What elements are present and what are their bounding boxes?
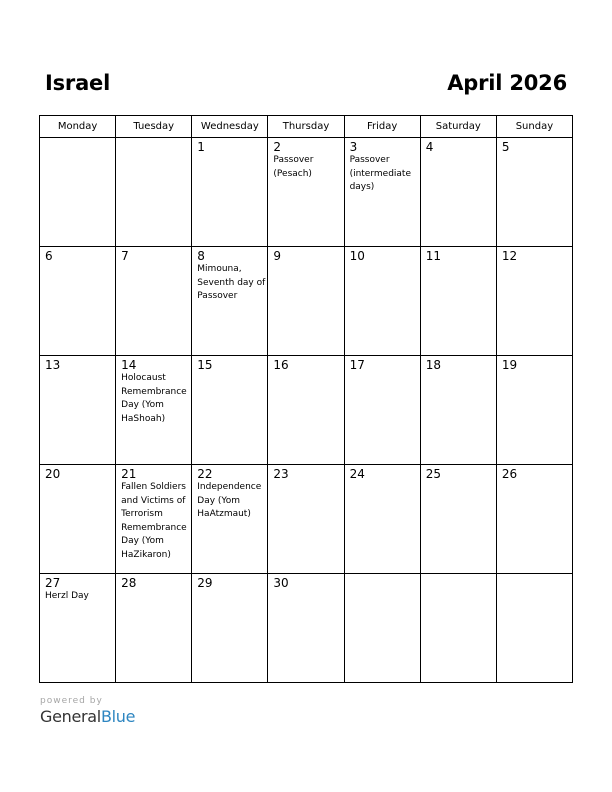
day-cell: [268, 247, 344, 356]
day-number: 1: [197, 140, 205, 154]
weekday-wednesday: Wednesday: [192, 116, 268, 138]
day-number: 29: [197, 576, 213, 590]
day-cell: [344, 247, 420, 356]
brand-general-text: General: [40, 707, 101, 726]
day-cell: [40, 465, 116, 574]
holiday-label: Holocaust Remembrance Day (Yom HaShoah): [121, 373, 187, 424]
day-number: 28: [121, 576, 137, 590]
day-cell: [116, 247, 192, 356]
holiday-label: Herzl Day: [45, 591, 89, 601]
day-number: 27: [45, 576, 61, 590]
day-cell: [192, 138, 268, 247]
day-number: 11: [425, 249, 441, 263]
day-number: 16: [273, 358, 289, 372]
day-number: 26: [501, 467, 518, 481]
day-number: 22: [197, 467, 213, 481]
day-cell: [268, 356, 344, 465]
day-cell: [420, 138, 496, 247]
day-cell: [420, 356, 496, 465]
day-cell: [268, 138, 344, 247]
weekday-saturday: Saturday: [420, 116, 496, 138]
day-number: 19: [501, 358, 518, 372]
day-cell: [496, 356, 572, 465]
day-cell: [268, 465, 344, 574]
day-number: 2: [273, 140, 282, 154]
day-number: 15: [197, 358, 213, 372]
day-cell: [116, 138, 192, 247]
day-cell: [344, 465, 420, 574]
day-cell: [420, 465, 496, 574]
holiday-label: Fallen Soldiers and Victims of Terrorism Remembrance Day (Yom HaZikaron): [121, 482, 187, 560]
day-number: 8: [197, 249, 205, 263]
generalblue-logo[interactable]: [40, 707, 135, 727]
day-cell: [420, 574, 496, 683]
weekday-sunday: Sunday: [496, 116, 572, 138]
calendar-grid: [39, 115, 573, 683]
day-cell: [496, 247, 572, 356]
day-cell: [116, 574, 192, 683]
week-row-1: [40, 138, 573, 247]
day-cell: [268, 574, 344, 683]
day-cell: [496, 138, 572, 247]
day-number: 17: [349, 358, 365, 372]
day-cell: [192, 574, 268, 683]
day-cell: [496, 465, 572, 574]
week-row-4: [40, 465, 573, 574]
day-number: 10: [349, 249, 365, 263]
day-cell: [40, 356, 116, 465]
holiday-label: Passover (Pesach): [273, 155, 314, 179]
weekday-thursday: Thursday: [268, 116, 344, 138]
day-cell: [420, 247, 496, 356]
brand-blue-text: Blue: [100, 707, 136, 726]
weekday-friday: Friday: [344, 116, 420, 138]
day-cell: [344, 138, 420, 247]
day-cell: [40, 247, 116, 356]
weekday-tuesday: Tuesday: [116, 116, 192, 138]
footer-branding: [40, 696, 135, 727]
day-number: 20: [45, 467, 61, 481]
day-number: 3: [349, 140, 358, 154]
holiday-label: Passover (intermediate days): [349, 155, 411, 192]
day-number: 12: [501, 249, 518, 263]
day-number: 13: [45, 358, 61, 372]
week-row-3: [40, 356, 573, 465]
day-number: 7: [121, 249, 129, 263]
day-number: 9: [273, 249, 282, 263]
day-number: 25: [425, 467, 441, 481]
weekday-header-row: [40, 116, 573, 138]
weekday-monday: Monday: [40, 116, 116, 138]
day-cell: [116, 356, 192, 465]
day-number: 6: [45, 249, 53, 263]
day-cell: [192, 356, 268, 465]
powered-by-text: powered by: [40, 696, 103, 706]
day-number: 4: [425, 140, 434, 154]
day-number: 18: [425, 358, 441, 372]
day-cell: [344, 574, 420, 683]
day-number: 30: [273, 576, 289, 590]
day-cell: [344, 356, 420, 465]
holiday-label: Independence Day (Yom HaAtzmaut): [197, 482, 262, 519]
holiday-label: Mimouna, Seventh day of Passover: [197, 264, 266, 301]
month-title: April 2026: [447, 71, 567, 95]
day-cell: [40, 574, 116, 683]
day-cell: [116, 465, 192, 574]
week-row-5: [40, 574, 573, 683]
day-cell: [192, 247, 268, 356]
week-row-2: [40, 247, 573, 356]
day-cell: [496, 574, 572, 683]
day-cell: [192, 465, 268, 574]
day-number: 5: [501, 140, 510, 154]
day-number: 21: [121, 467, 137, 481]
country-title: Israel: [45, 71, 111, 95]
day-cell: [40, 138, 116, 247]
day-number: 14: [121, 358, 137, 372]
day-number: 24: [349, 467, 365, 481]
day-number: 23: [273, 467, 289, 481]
